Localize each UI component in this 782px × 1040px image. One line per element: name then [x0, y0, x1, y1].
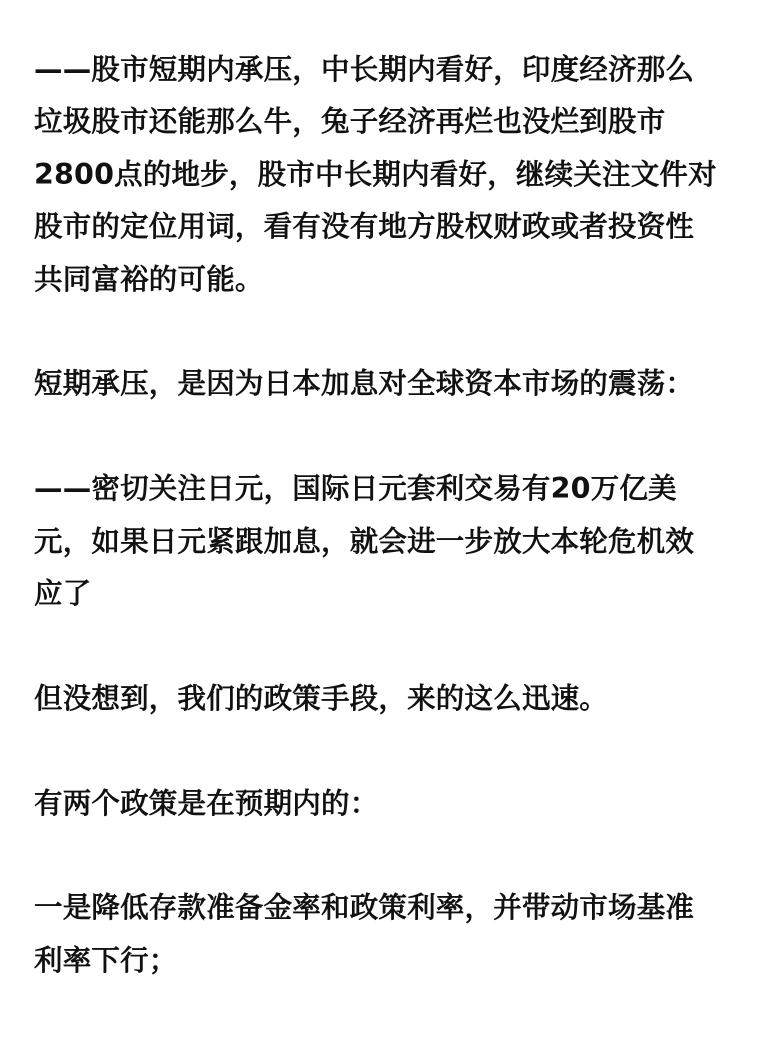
text-line: 元，如果日元紧跟加息，就会进一步放大本轮危机效	[34, 524, 695, 558]
text-line: 一是降低存款准备金率和政策利率，并带动市场基准	[34, 891, 695, 925]
paragraph-short-term-pressure	[34, 358, 748, 410]
text-line: 短期承压，是因为日本加息对全球资本市场的震荡：	[34, 367, 695, 401]
text-line: 有两个政策是在预期内的：	[34, 786, 379, 820]
text-line: 股市的定位用词，看有没有地方股权财政或者投资性	[34, 210, 695, 244]
text-line: 但没想到，我们的政策手段，来的这么迅速。	[34, 681, 609, 715]
paragraph-two-policies	[34, 778, 748, 830]
text-line: ——密切关注日元，国际日元套利交易有20万亿美	[34, 472, 677, 506]
paragraph-stock-outlook	[34, 44, 748, 306]
text-line: ——股市短期内承压，中长期内看好，印度经济那么	[34, 53, 695, 86]
text-line: 2800点的地步，股市中长期内看好，继续关注文件对	[34, 157, 717, 191]
paragraph-policy-one	[34, 882, 748, 987]
article-body	[34, 44, 748, 1040]
text-line: 利率下行；	[34, 943, 178, 977]
text-line: 共同富裕的可能。	[34, 262, 264, 296]
text-line: 垃圾股市还能那么牛，兔子经济再烂也没烂到股市	[34, 105, 666, 139]
text-line: 应了	[34, 577, 92, 611]
paragraph-yen-watch	[34, 463, 748, 620]
paragraph-policy-speed	[34, 673, 748, 725]
